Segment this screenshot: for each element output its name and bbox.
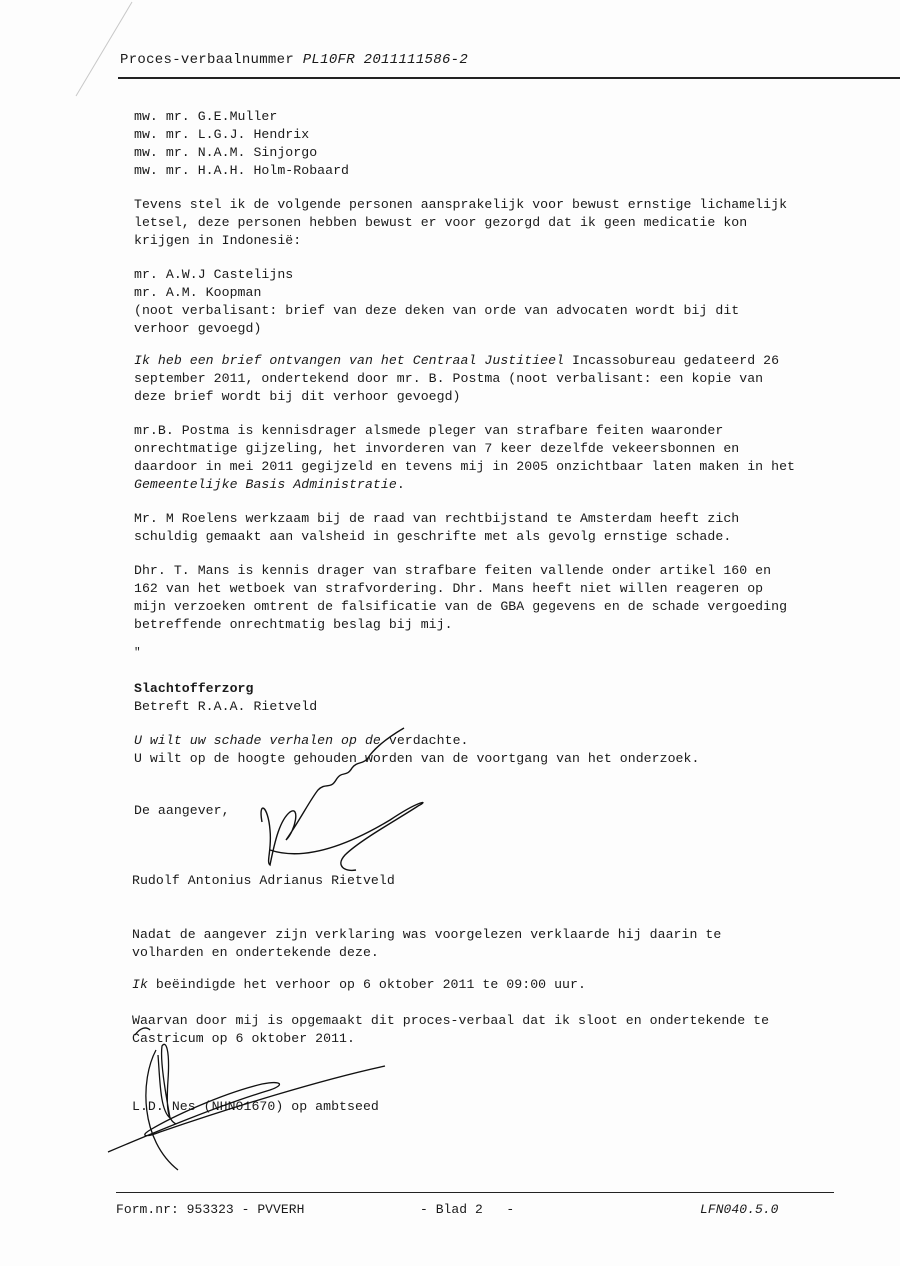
end-interview-line bbox=[132, 976, 586, 994]
paragraph-line: mr.B. Postma is kennisdrager alsmede pleger van strafbare feiten waaronder bbox=[134, 423, 724, 438]
paragraph-line: Waarvan door mij is opgemaakt dit proces-verbaal dat ik sloot en ondertekende te bbox=[132, 1013, 770, 1028]
declarant-label: De aangever, bbox=[134, 803, 230, 818]
victim-option bbox=[134, 732, 469, 750]
name-item: mr. A.W.J Castelijns bbox=[134, 267, 294, 282]
paragraph-line: daardoor in mei 2011 gegijzeld en tevens mij in 2005 onzichtbaar laten maken in het bbox=[134, 459, 795, 474]
form-number: Form.nr: 953323 - PVVERH bbox=[116, 1202, 305, 1217]
name-item: mw. mr. N.A.M. Sinjorgo bbox=[134, 145, 318, 160]
text: Incassobureau gedateerd 26 bbox=[564, 353, 780, 368]
paragraph-line: Tevens stel ik de volgende personen aansprakelijk voor bewust ernstige lichamelijk bbox=[134, 197, 788, 212]
paragraph-line: onrechtmatige gijzeling, het invorderen van 7 keer dezelfde vekeersbonnen en bbox=[134, 441, 740, 456]
paragraph-line: letsel, deze personen hebben bewust er voor gezorgd dat ik geen medicatie kon bbox=[134, 215, 748, 230]
declarant-name: Rudolf Antonius Adrianus Rietveld bbox=[132, 873, 395, 888]
note-line: (noot verbalisant: brief van deze deken van orde van advocaten wordt bij dit bbox=[134, 303, 740, 318]
italic-text: uw schade verhalen op de bbox=[189, 733, 381, 748]
text: U wilt bbox=[134, 733, 190, 748]
victim-option: U wilt op de hoogte gehouden worden van de voortgang van het onderzoek. bbox=[134, 751, 700, 766]
header-label: Proces-verbaalnummer bbox=[120, 52, 295, 68]
scan-artifact bbox=[70, 0, 140, 100]
form-code: LFN040.5.0 bbox=[700, 1202, 779, 1217]
note-line: verhoor gevoegd) bbox=[134, 321, 262, 336]
paragraph-line: volharden en ondertekende deze. bbox=[132, 945, 379, 960]
paragraph-line: Nadat de aangever zijn verklaring was voorgelezen verklaarde hij daarin te bbox=[132, 927, 722, 942]
officer-line: L.D. Nes (NHN01670) op ambtseed bbox=[132, 1099, 379, 1114]
case-number: PL10FR 2011111586-2 bbox=[302, 52, 469, 68]
document-header bbox=[120, 52, 468, 68]
paragraph-line: deze brief wordt bij dit verhoor gevoegd) bbox=[134, 389, 461, 404]
name-item: mw. mr. L.G.J. Hendrix bbox=[134, 127, 310, 142]
paragraph-line: krijgen in Indonesië: bbox=[134, 233, 302, 248]
paragraph-line: september 2011, ondertekend door mr. B. Postma (noot verbalisant: een kopie van bbox=[134, 371, 764, 386]
text: verdachte. bbox=[380, 733, 469, 748]
paragraph-line bbox=[134, 476, 405, 494]
closing-quote: " bbox=[134, 647, 141, 659]
italic-text: Ik heb een brief ontvangen van het Centraal Justitieel bbox=[134, 353, 565, 368]
name-item: mw. mr. H.A.H. Holm-Robaard bbox=[134, 163, 350, 178]
paragraph-line: 162 van het wetboek van strafvordering. Dhr. Mans heeft niet willen reageren op bbox=[134, 581, 764, 596]
header-rule bbox=[118, 77, 900, 79]
page-number: - Blad 2 - bbox=[420, 1202, 515, 1217]
paragraph-line: Castricum op 6 oktober 2011. bbox=[132, 1031, 355, 1046]
declarant-signature-flourish bbox=[270, 803, 423, 871]
subject-line: Betreft R.A.A. Rietveld bbox=[134, 699, 318, 714]
italic-text: Gemeentelijke Basis Administratie bbox=[134, 477, 397, 492]
paragraph-line bbox=[134, 352, 779, 370]
italic-text: Ik bbox=[132, 977, 148, 992]
footer-rule bbox=[116, 1192, 834, 1193]
section-heading: Slachtofferzorg bbox=[134, 681, 254, 696]
paragraph-line: Dhr. T. Mans is kennis drager van strafbare feiten vallende onder artikel 160 en bbox=[134, 563, 772, 578]
text: beëindigde het verhoor op 6 oktober 2011 te 09:00 uur. bbox=[147, 977, 586, 992]
name-item: mw. mr. G.E.Muller bbox=[134, 109, 278, 124]
paragraph-line: Mr. M Roelens werkzaam bij de raad van rechtbijstand te Amsterdam heeft zich bbox=[134, 511, 740, 526]
paragraph-line: schuldig gemaakt aan valsheid in geschrifte met als gevolg ernstige schade. bbox=[134, 529, 732, 544]
paragraph-line: mijn verzoeken omtrent de falsificatie van de GBA gegevens en de schade vergoeding bbox=[134, 599, 788, 614]
paragraph-line: betreffende onrechtmatig beslag bij mij. bbox=[134, 617, 453, 632]
text: . bbox=[396, 477, 405, 492]
name-item: mr. A.M. Koopman bbox=[134, 285, 262, 300]
